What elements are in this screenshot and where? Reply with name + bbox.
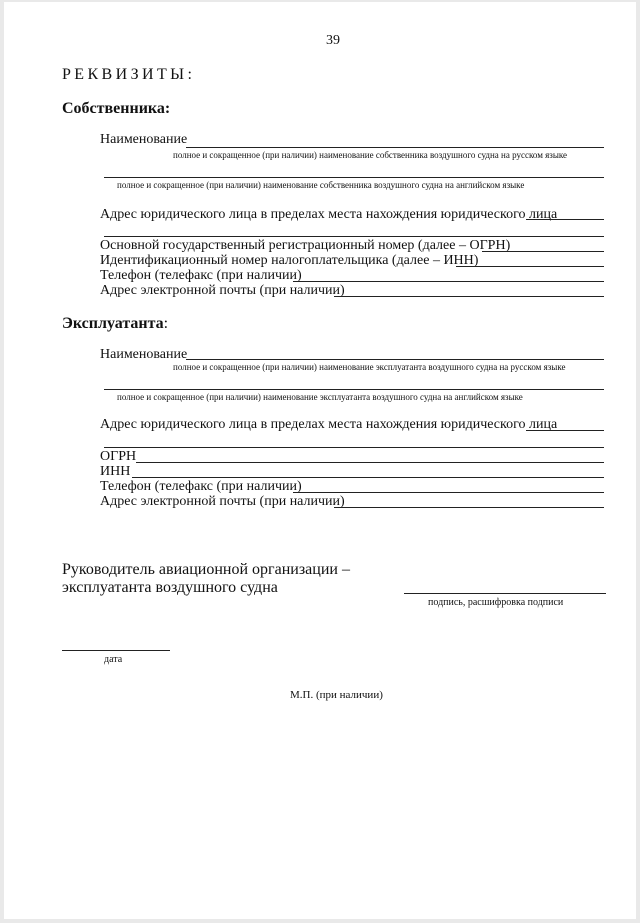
- owner-inn-label: Идентификационный номер налогоплательщика (далее – ИНН): [100, 253, 479, 268]
- operator-email-field[interactable]: [334, 507, 604, 508]
- date-field[interactable]: [62, 650, 170, 651]
- operator-address-field-continued[interactable]: [104, 447, 604, 448]
- operator-name-label: Наименование: [100, 347, 188, 362]
- owner-name-label: Наименование: [100, 132, 188, 147]
- document-page: [4, 2, 636, 919]
- operator-name-ru-field[interactable]: [186, 359, 604, 360]
- operator-name-ru-hint: полное и сокращенное (при наличии) наименование эксплуатанта воздушного судна на русском языке: [173, 362, 566, 372]
- owner-name-ru-field[interactable]: [186, 147, 604, 148]
- operator-title-text: Эксплуатанта: [62, 315, 164, 332]
- operator-ogrn-field[interactable]: [136, 462, 604, 463]
- signature-hint: подпись, расшифровка подписи: [428, 597, 564, 608]
- owner-address-field-continued[interactable]: [104, 236, 604, 237]
- owner-ogrn-field[interactable]: [482, 251, 604, 252]
- owner-name-en-hint: полное и сокращенное (при наличии) наименование собственника воздушного судна на английском языке: [117, 180, 525, 190]
- signatory-title-line2: эксплуатанта воздушного судна: [62, 579, 278, 596]
- operator-email-label: Адрес электронной почты (при наличии): [100, 494, 345, 509]
- signatory-title-line1: Руководитель авиационной организации –: [62, 561, 350, 578]
- operator-inn-field[interactable]: [132, 477, 604, 478]
- owner-address-label: Адрес юридического лица в пределах места нахождения юридического лица: [100, 207, 558, 222]
- requisites-heading: РЕКВИЗИТЫ:: [62, 66, 196, 83]
- signature-field[interactable]: [404, 593, 606, 594]
- operator-phone-label: Телефон (телефакс (при наличии): [100, 479, 302, 494]
- owner-name-en-field[interactable]: [104, 177, 604, 178]
- date-hint: дата: [104, 654, 123, 665]
- owner-inn-field[interactable]: [456, 266, 604, 267]
- owner-phone-field[interactable]: [293, 281, 604, 282]
- owner-name-ru-hint: полное и сокращенное (при наличии) наименование собственника воздушного судна на русском языке: [173, 150, 568, 160]
- owner-ogrn-label: Основной государственный регистрационный номер (далее – ОГРН): [100, 238, 511, 253]
- operator-phone-field[interactable]: [293, 492, 604, 493]
- owner-email-field[interactable]: [334, 296, 604, 297]
- operator-title-colon: :: [163, 315, 169, 332]
- page-number: 39: [326, 33, 340, 48]
- operator-address-label: Адрес юридического лица в пределах места нахождения юридического лица: [100, 417, 558, 432]
- operator-name-en-field[interactable]: [104, 389, 604, 390]
- owner-section-title: Собственника:: [62, 100, 171, 117]
- operator-inn-label: ИНН: [100, 464, 131, 479]
- operator-name-en-hint: полное и сокращенное (при наличии) наименование эксплуатанта воздушного судна на английском языке: [117, 392, 523, 402]
- operator-section-title: [62, 315, 168, 333]
- operator-address-field[interactable]: [526, 430, 604, 431]
- stamp-label: М.П. (при наличии): [290, 689, 383, 701]
- owner-email-label: Адрес электронной почты (при наличии): [100, 283, 345, 298]
- owner-address-field[interactable]: [526, 219, 604, 220]
- operator-ogrn-label: ОГРН: [100, 449, 137, 464]
- owner-phone-label: Телефон (телефакс (при наличии): [100, 268, 302, 283]
